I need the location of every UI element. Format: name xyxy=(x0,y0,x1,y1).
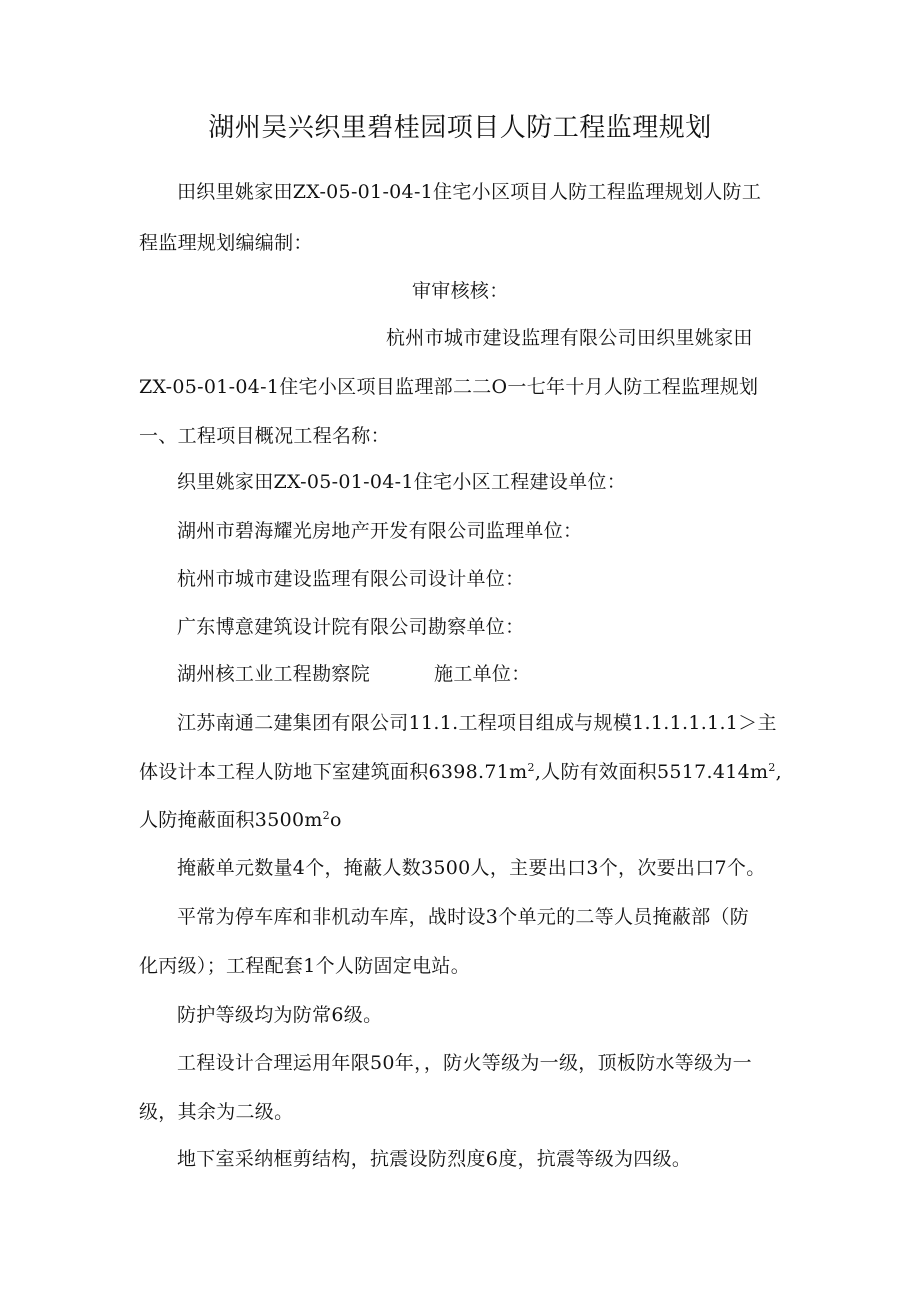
text-fragment: 湖州核工业工程勘察院 xyxy=(177,663,371,685)
superscript: 2 xyxy=(322,809,330,822)
text-line: 地下室采纳框剪结构，抗震设防烈度6度，抗震等级为四级。 xyxy=(177,1148,692,1170)
text-line: 杭州市城市建设监理有限公司田织里姚家田 xyxy=(386,327,753,349)
document-title: 湖州吴兴织里碧桂园项目人防工程监理规划 xyxy=(208,113,712,143)
text-line: 程监理规划编编制： xyxy=(139,232,313,254)
text-fragment: , xyxy=(775,761,782,783)
text-line: 平常为停车库和非机动车库，战时设3个单元的二等人员掩蔽部（防 xyxy=(177,906,750,928)
text-fragment: 人防掩蔽面积3500m xyxy=(139,809,323,831)
text-line: 防护等级均为防常6级。 xyxy=(177,1004,383,1026)
text-line: 江苏南通二建集团有限公司11.1.工程项目组成与规模1.1.1.1.1.1＞主 xyxy=(177,712,777,734)
text-fragment: ,人防有效面积5517.414m xyxy=(534,761,769,783)
text-line: 级，其余为二级。 xyxy=(139,1101,294,1123)
superscript: 2 xyxy=(768,761,776,774)
text-fragment: o xyxy=(329,809,342,831)
text-line xyxy=(139,757,782,787)
text-line: 广东博意建筑设计院有限公司勘察单位： xyxy=(177,616,525,638)
section-heading: 一、工程项目概况工程名称： xyxy=(139,425,390,447)
text-line: 杭州市城市建设监理有限公司设计单位： xyxy=(177,568,525,590)
superscript: 2 xyxy=(527,761,535,774)
text-line xyxy=(139,805,342,835)
text-line: 田织里姚家田ZX-05-01-04-1住宅小区项目人防工程监理规划人防工 xyxy=(177,181,762,203)
text-fragment: 施工单位： xyxy=(434,663,531,685)
text-line xyxy=(177,659,531,689)
text-fragment: 体设计本工程人防地下室建筑面积6398.71m xyxy=(139,761,528,783)
text-line: 审审核核： xyxy=(412,280,509,302)
text-line: 掩蔽单元数量4个，掩蔽人数3500人，主要出口3个，次要出口7个。 xyxy=(177,857,766,879)
text-line: 化丙级）；工程配套1个人防固定电站。 xyxy=(139,955,470,977)
text-line: ZX-05-01-04-1住宅小区项目监理部二二O一七年十月人防工程监理规划 xyxy=(139,376,759,398)
text-line: 湖州市碧海耀光房地产开发有限公司监理单位： xyxy=(177,520,583,542)
text-line: 织里姚家田ZX-05-01-04-1住宅小区工程建设单位： xyxy=(177,471,627,493)
text-line: 工程设计合理运用年限50年，，防火等级为一级，顶板防水等级为一 xyxy=(177,1052,752,1074)
